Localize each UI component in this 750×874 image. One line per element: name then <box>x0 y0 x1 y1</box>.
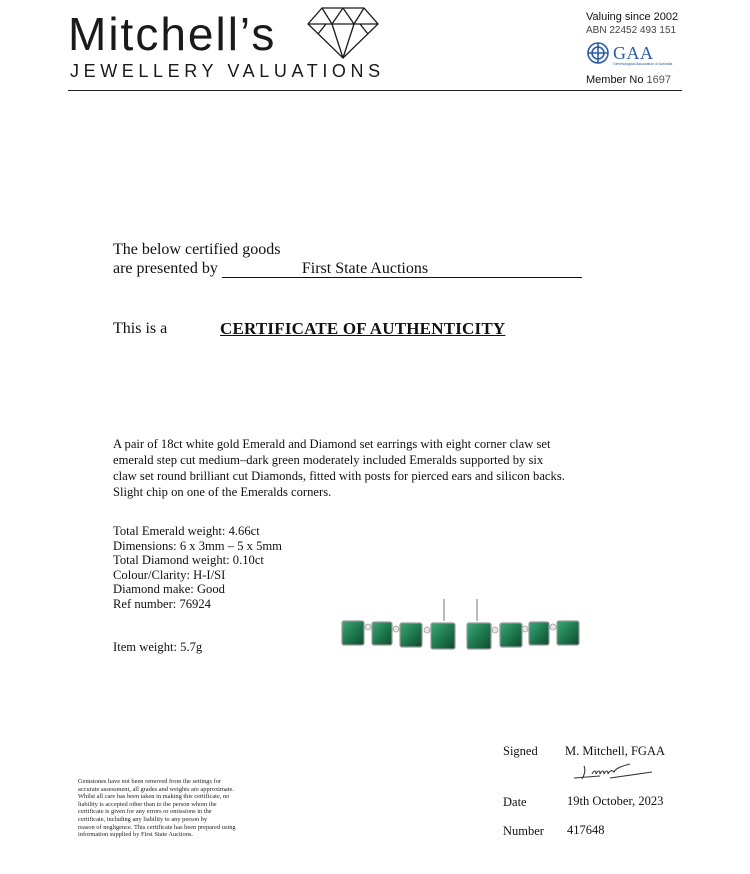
spec-line: Total Emerald weight: 4.66ct <box>113 524 260 538</box>
certificate-number: 417648 <box>567 823 605 837</box>
item-specs <box>113 524 282 611</box>
spec-line: Diamond make: Good <box>113 582 225 596</box>
valuing-since: Valuing since 2002 <box>586 11 679 23</box>
item-description <box>113 436 633 500</box>
presenter-name: First State Auctions <box>222 261 582 278</box>
disclaimer-line: Whilst all care has been taken in making this certificate, no <box>78 793 230 801</box>
spec-line: Ref number: 76924 <box>113 596 211 611</box>
gaa-globe-icon <box>586 41 610 65</box>
signature-mark-icon <box>570 760 660 784</box>
disclaimer-line: accurate assessment, all grades and weights are approximate. <box>78 785 234 793</box>
signed-label: Signed <box>503 744 538 758</box>
description-line: Slight chip on one of the Emeralds corners. <box>113 485 332 499</box>
gaa-logo-subtext: Gemmological Association of Australia <box>613 62 673 66</box>
disclaimer-line: certificate, including any liability to any person by <box>78 815 208 823</box>
description-line: emerald step cut medium–dark green moderately included Emeralds supported by six <box>113 453 544 467</box>
gaa-logo-text: GAA <box>613 43 654 63</box>
disclaimer <box>78 778 283 839</box>
certificate-title: CERTIFICATE OF AUTHENTICITY <box>220 319 506 338</box>
description-line: claw set round brilliant cut Diamonds, fitted with posts for pierced ears and silicon backs. <box>113 469 565 483</box>
intro-line-1: The below certified goods <box>113 241 281 258</box>
header-divider <box>68 90 682 91</box>
abn-number: ABN 22452 493 151 <box>586 25 677 36</box>
disclaimer-line: certificate is given for any errors or omissions in the <box>78 808 212 816</box>
number-label: Number <box>503 824 544 838</box>
brand-tagline: JEWELLERY VALUATIONS <box>70 61 385 81</box>
item-weight: Item weight: 5.7g <box>113 640 203 654</box>
member-number-value: 1697 <box>646 74 672 86</box>
signed-value: M. Mitchell, FGAA <box>565 744 665 758</box>
date-value: 19th October, 2023 <box>567 794 664 808</box>
brand-name: Mitchell’s <box>68 8 277 60</box>
member-number <box>586 74 671 86</box>
disclaimer-line: Gemstones have not been removed from the settings for <box>78 778 222 785</box>
earrings-photo <box>336 595 586 655</box>
disclaimer-line: liability is accepted other than to the person whom the <box>78 800 217 808</box>
spec-line: Total Diamond weight: 0.10ct <box>113 553 264 567</box>
diamond-logo-icon <box>306 4 380 60</box>
spec-line: Dimensions: 6 x 3mm – 5 x 5mm <box>113 538 282 553</box>
disclaimer-line: reason of negligence. This certificate has been prepared using <box>78 823 236 831</box>
member-label: Member No <box>586 74 644 86</box>
presented-by-label: are presented by <box>113 260 218 277</box>
intro-line-2 <box>113 260 582 278</box>
spec-line: Colour/Clarity: H-I/SI <box>113 567 226 582</box>
description-line: A pair of 18ct white gold Emerald and Diamond set earrings with eight corner claw set <box>113 437 551 451</box>
date-label: Date <box>503 795 527 809</box>
certificate-prefix: This is a <box>113 320 168 337</box>
disclaimer-line: information supplied by First State Auctions. <box>78 831 194 839</box>
